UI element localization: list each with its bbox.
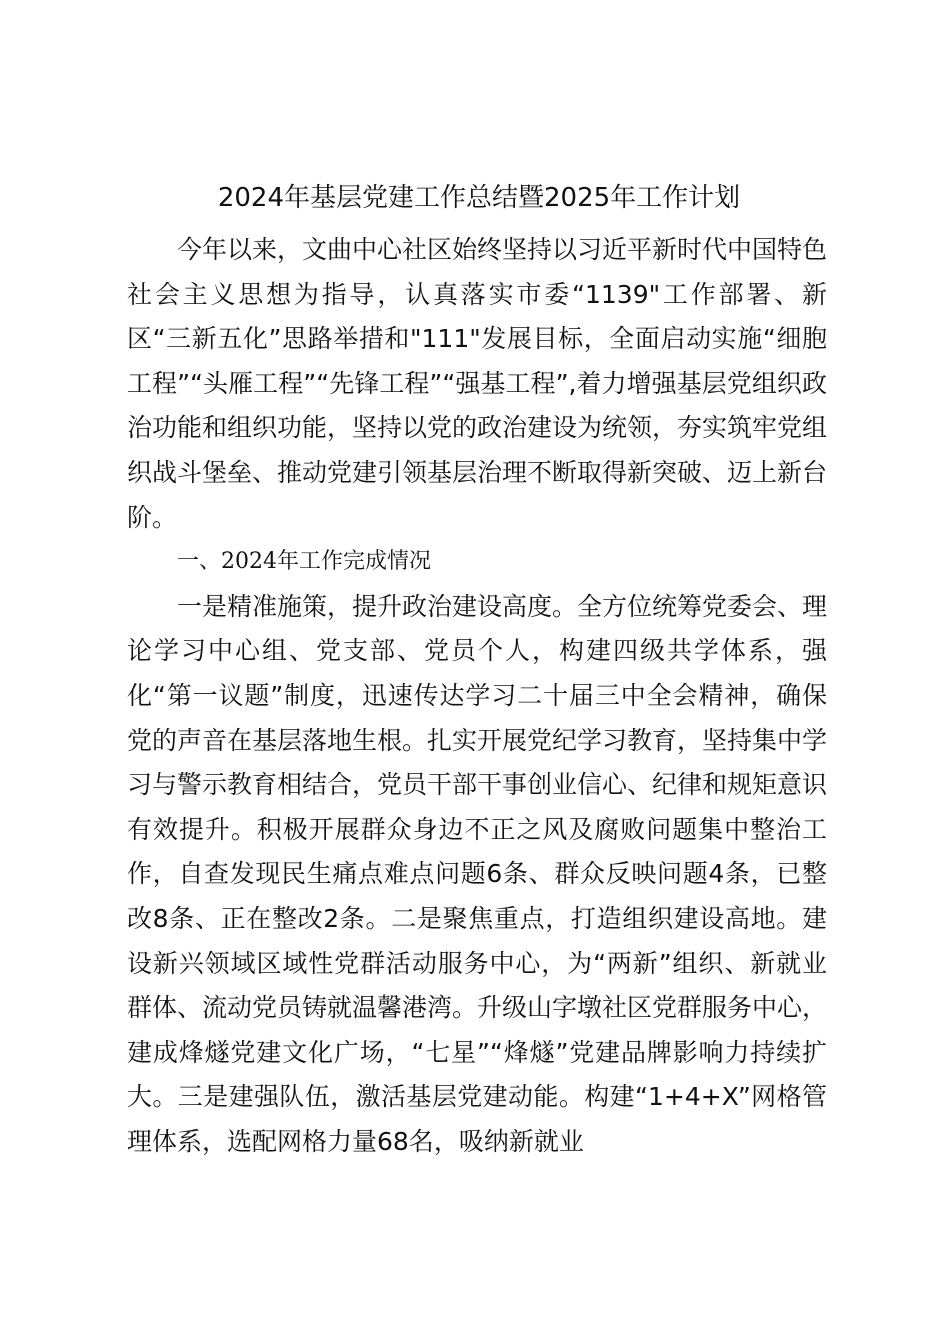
intro-paragraph: 今年以来，文曲中心社区始终坚持以习近平新时代中国特色社会主义思想为指导，认真落实市委“1139"工作部署、新区“三新五化”思路举措和"111"发展目标，全面启动实施“细胞工程”“头雁工程”“先锋工程”“强基工程”,着力增强基层党组织政治功能和组织功能，坚持以党的政治建设为统领，夯实筑牢党组织战斗堡垒、推动党建引领基层治理不断取得新突破、迈上新台阶。 bbox=[127, 235, 828, 532]
document-body bbox=[127, 176, 827, 1164]
document-title: 2024年基层党建工作总结暨2025年工作计划 bbox=[217, 183, 741, 213]
section-heading: 一、2024年工作完成情况 bbox=[177, 549, 431, 575]
section-body-paragraph: 一是精准施策，提升政治建设高度。全方位统筹党委会、理论学习中心组、党支部、党员个人，构建四级共学体系，强化“第一议题”制度，迅速传达学习二十届三中全会精神，确保党的声音在基层落地生根。扎实开展党纪学习教育，坚持集中学习与警示教育相结合，党员干部干事创业信心、纪律和规矩意识有效提升。积极开展群众身边不正之风及腐败问题集中整治工作，自查发现民生痛点难点问题6条、群众反映问题4条，已整改8条、正在整改2条。二是聚焦重点，打造组织建设高地。建设新兴领域区域性党群活动服务中心，为“两新”组织、新就业群体、流动党员铸就温馨港湾。升级山字墩社区党群服务中心，建成烽燧党建文化广场，“七星”“烽燧”党建品牌影响力持续扩大。三是建强队伍，激活基层党建动能。构建“1+4+X”网格管理体系，选配网格力量68名，吸纳新就业 bbox=[127, 591, 828, 1156]
